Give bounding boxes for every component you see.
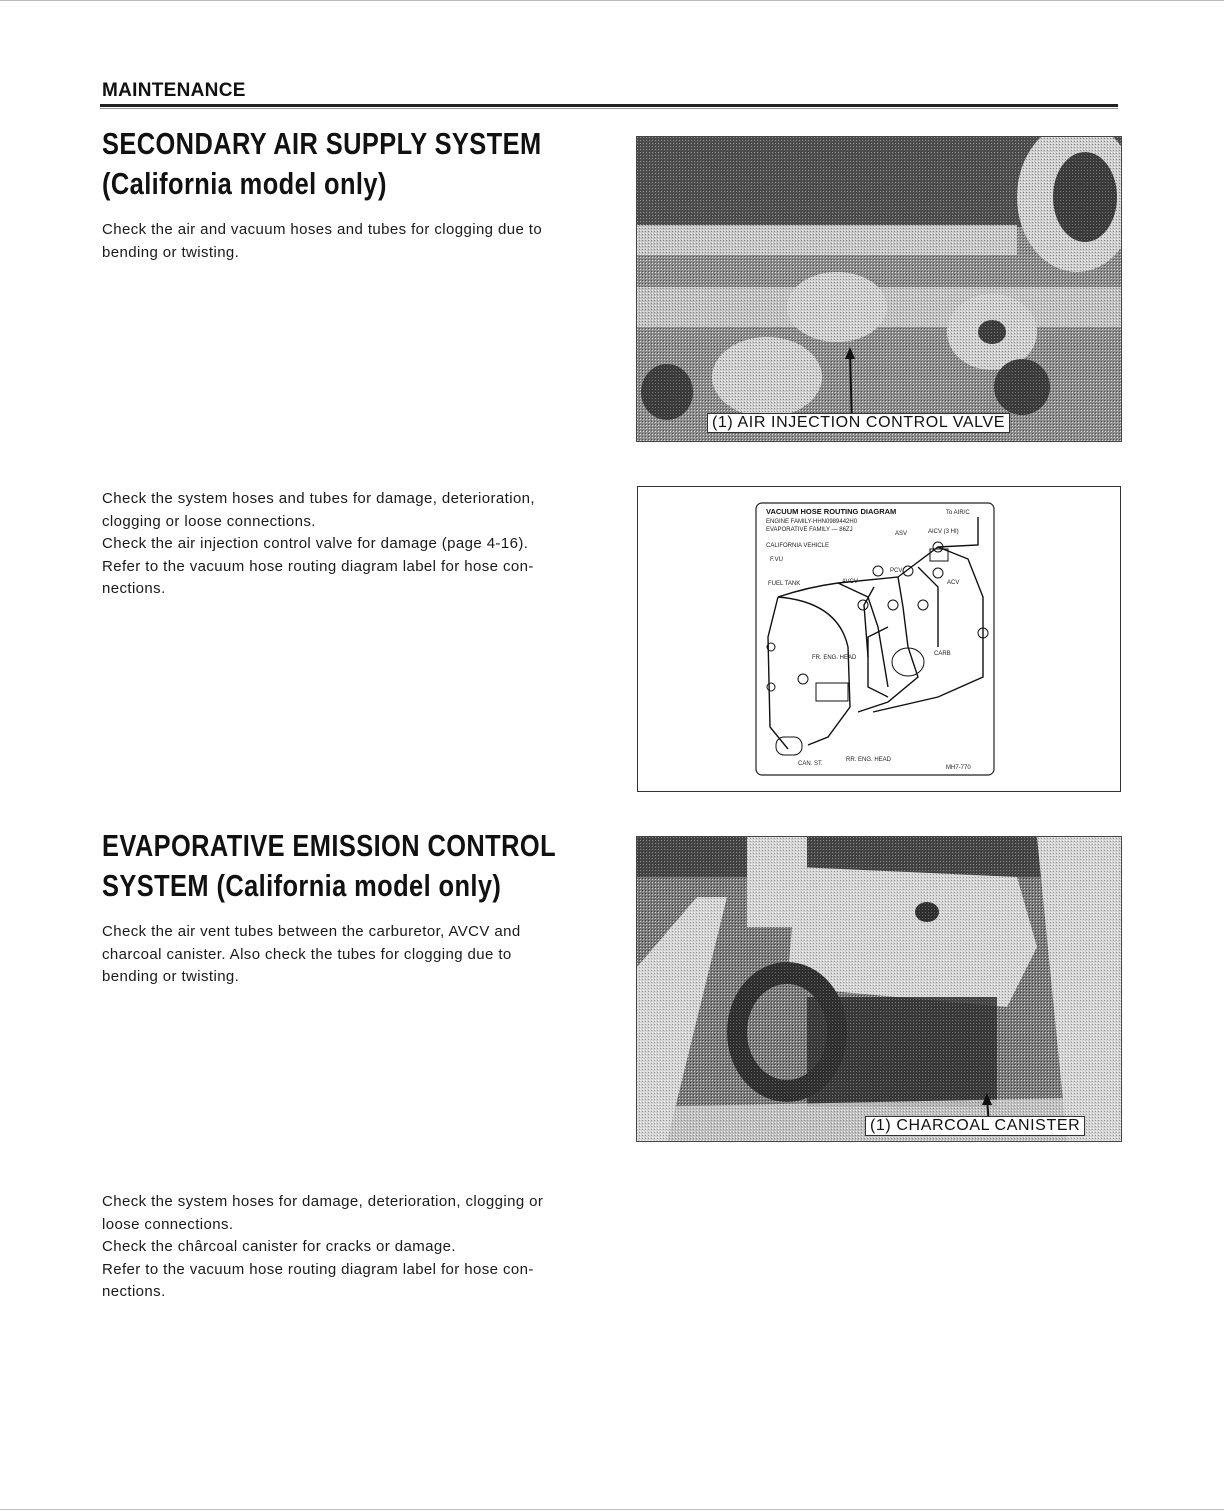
header-rule [100, 104, 1118, 107]
diagram-evap-family: EVAPORATIVE FAMILY — 86ZJ [766, 527, 853, 533]
diagram-hoses [768, 517, 983, 749]
diagram-vehicle: CALIFORNIA VEHICLE [766, 543, 830, 549]
evap-para2 [102, 1191, 622, 1304]
para-line: bending or twisting. [102, 243, 240, 261]
charcoal-canister-photo [636, 836, 1122, 1142]
secondary-air-para1 [102, 219, 622, 264]
diagram-title: VACUUM HOSE ROUTING DIAGRAM [766, 507, 897, 516]
diagram-label-asv: ASV [895, 531, 908, 537]
diagram-label-rr-eng-head: RR. ENG. HEAD [846, 757, 892, 763]
para-line: bending or twisting. [102, 968, 240, 985]
para-line: Check the system hoses and tubes for damage, deterioration, [102, 490, 535, 507]
air-injection-valve-photo [636, 136, 1122, 442]
header-rule-thin [100, 108, 1118, 109]
diagram-label-carb: CARB [934, 651, 951, 657]
evap-title-line2: SYSTEM (California model only) [102, 868, 502, 903]
evap-heading [102, 826, 622, 906]
canister-photo-illustration [637, 837, 1121, 1141]
diagram-components [767, 542, 988, 755]
bottom-scan-edge [0, 1509, 1224, 1510]
evap-title-line1: EVAPORATIVE EMISSION CONTROL [102, 828, 557, 863]
vacuum-hose-diagram [638, 487, 1120, 791]
para-line: loose connections. [102, 1215, 234, 1233]
diagram-label-fvu: F.VU [770, 557, 784, 563]
diagram-engine-family: ENGINE FAMILY-HHN0989442H0 [766, 519, 858, 525]
secondary-air-title-line1: SECONDARY AIR SUPPLY SYSTEM [102, 126, 542, 161]
diagram-code: MH7-770 [946, 765, 971, 771]
para-line: nections. [102, 580, 166, 597]
diagram-label-can-st: CAN. ST. [798, 761, 823, 767]
para-line: Refer to the vacuum hose routing diagram label for hose con- [102, 1260, 534, 1278]
para-line: Check the air vent tubes between the carburetor, AVCV and [102, 923, 521, 940]
para-line: charcoal canister. Also check the tubes for clogging due to [102, 945, 512, 963]
diagram-label-fuel-tank: FUEL TANK [768, 581, 801, 587]
para-line: Check the air injection control valve for damage (page 4-16). [102, 535, 529, 552]
diagram-label-fr-eng-head: FR. ENG. HEAD [812, 655, 857, 661]
para-line: clogging or loose connections. [102, 512, 316, 530]
diagram-label-acv: ACV [947, 580, 960, 586]
secondary-air-title-line2: (California model only) [102, 166, 387, 201]
para-line: Check the air and vacuum hoses and tubes for clogging due to [102, 221, 543, 238]
diagram-label-aicv: AICV (3 HI) [928, 529, 959, 535]
engine-photo-illustration [637, 137, 1121, 441]
vacuum-hose-diagram-frame [637, 486, 1121, 792]
diagram-label-avcv: AVCV [842, 579, 858, 585]
diagram-label-pcv: PCV [890, 568, 903, 574]
top-scan-edge [0, 0, 1224, 1]
para-line: nections. [102, 1283, 166, 1300]
secondary-air-heading [102, 124, 622, 204]
para-line: Refer to the vacuum hose routing diagram label for hose con- [102, 557, 534, 575]
para-line: Check the system hoses for damage, deterioration, clogging or [102, 1193, 544, 1210]
evap-para1 [102, 921, 622, 989]
photo-caption: (1) CHARCOAL CANISTER [865, 1116, 1085, 1136]
secondary-air-para2 [102, 488, 622, 601]
para-line: Check the chârcoal canister for cracks or damage. [102, 1238, 456, 1255]
diagram-to-air-c: To AIR/C [946, 510, 970, 516]
photo-caption: (1) AIR INJECTION CONTROL VALVE [707, 413, 1010, 433]
section-label: MAINTENANCE [102, 80, 246, 101]
